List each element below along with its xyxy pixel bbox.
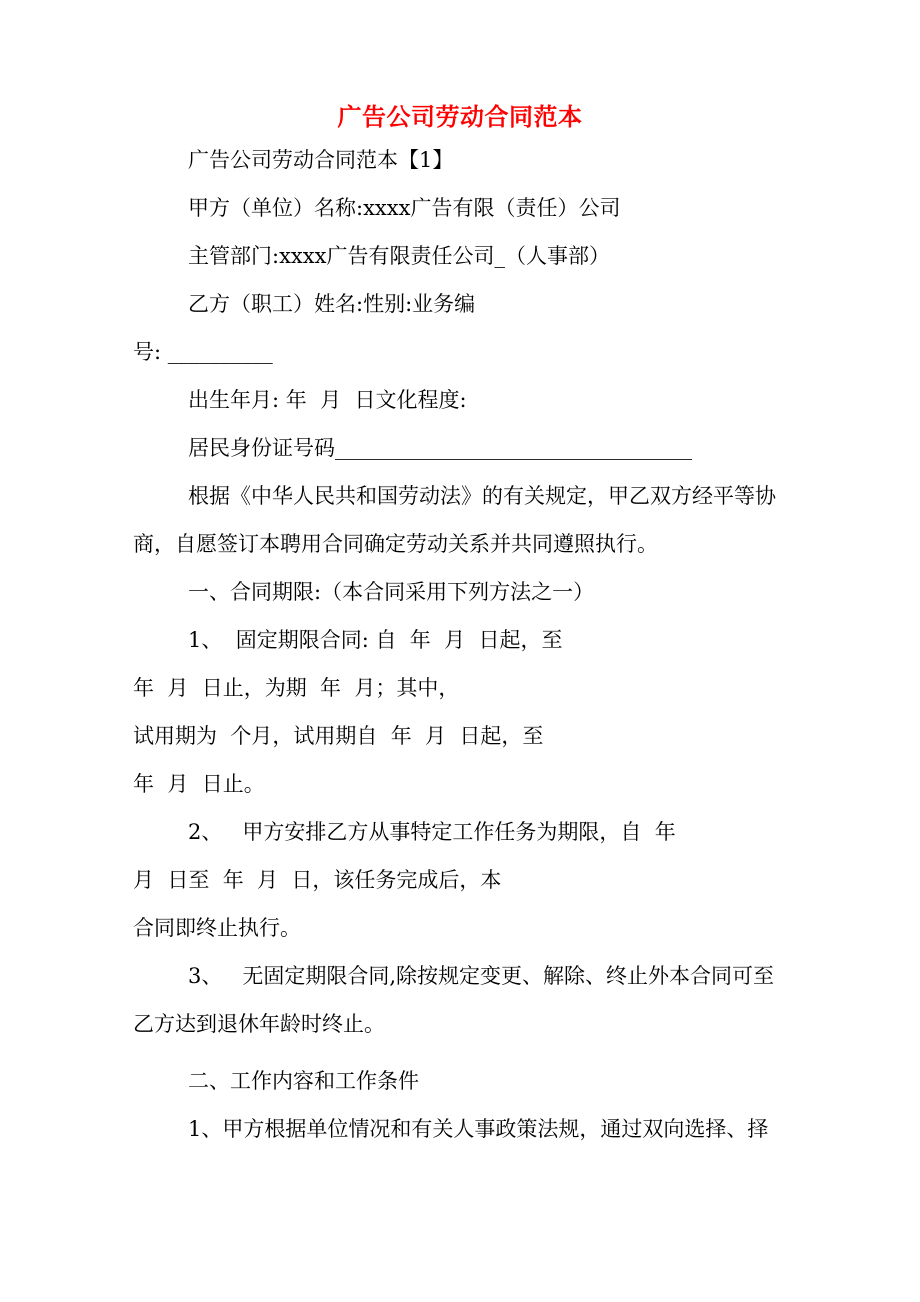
party-b-number: 号: __________ xyxy=(133,340,273,364)
id-number: 居民身份证号码__________________________________ xyxy=(188,436,692,460)
clause-3-line-1: 3、 无固定期限合同,除按规定变更、解除、终止外本合同可至 xyxy=(188,964,775,988)
section-2-heading: 二、工作内容和工作条件 xyxy=(188,1069,419,1093)
section-2-clause-1: 1、甲方根据单位情况和有关人事政策法规，通过双向选择、择 xyxy=(188,1117,769,1141)
section-1-heading: 一、合同期限:（本合同采用下列方法之一） xyxy=(188,580,595,604)
clause-1-line-1: 1、 固定期限合同: 自 年 月 日起，至 xyxy=(188,628,563,652)
contract-heading: 广告公司劳动合同范本【1】 xyxy=(188,148,454,172)
clause-1-line-2: 年 月 日止，为期 年 月；其中， xyxy=(133,676,460,700)
party-b-info: 乙方（职工）姓名:性别:业务编 xyxy=(188,292,476,316)
party-a-name: 甲方（单位）名称:xxxx广告有限（责任）公司 xyxy=(188,196,621,220)
clause-2-line-1: 2、 甲方安排乙方从事特定工作任务为期限，自 年 xyxy=(188,820,676,844)
supervising-department: 主管部门:xxxx广告有限责任公司_（人事部） xyxy=(188,244,610,268)
document-title: 广告公司劳动合同范本 xyxy=(337,102,583,131)
clause-1-line-3: 试用期为 个月，试用期自 年 月 日起，至 xyxy=(133,724,544,748)
preamble-line-2: 商，自愿签订本聘用合同确定劳动关系并共同遵照执行。 xyxy=(133,532,658,556)
clause-2-line-2: 月 日至 年 月 日，该任务完成后，本 xyxy=(133,868,502,892)
preamble-line-1: 根据《中华人民共和国劳动法》的有关规定，甲乙双方经平等协 xyxy=(188,484,776,508)
birth-education: 出生年月: 年 月 日文化程度: xyxy=(188,388,467,412)
clause-3-line-2: 乙方达到退休年龄时终止。 xyxy=(133,1012,385,1036)
clause-1-line-4: 年 月 日止。 xyxy=(133,772,265,796)
clause-2-line-3: 合同即终止执行。 xyxy=(133,916,301,940)
